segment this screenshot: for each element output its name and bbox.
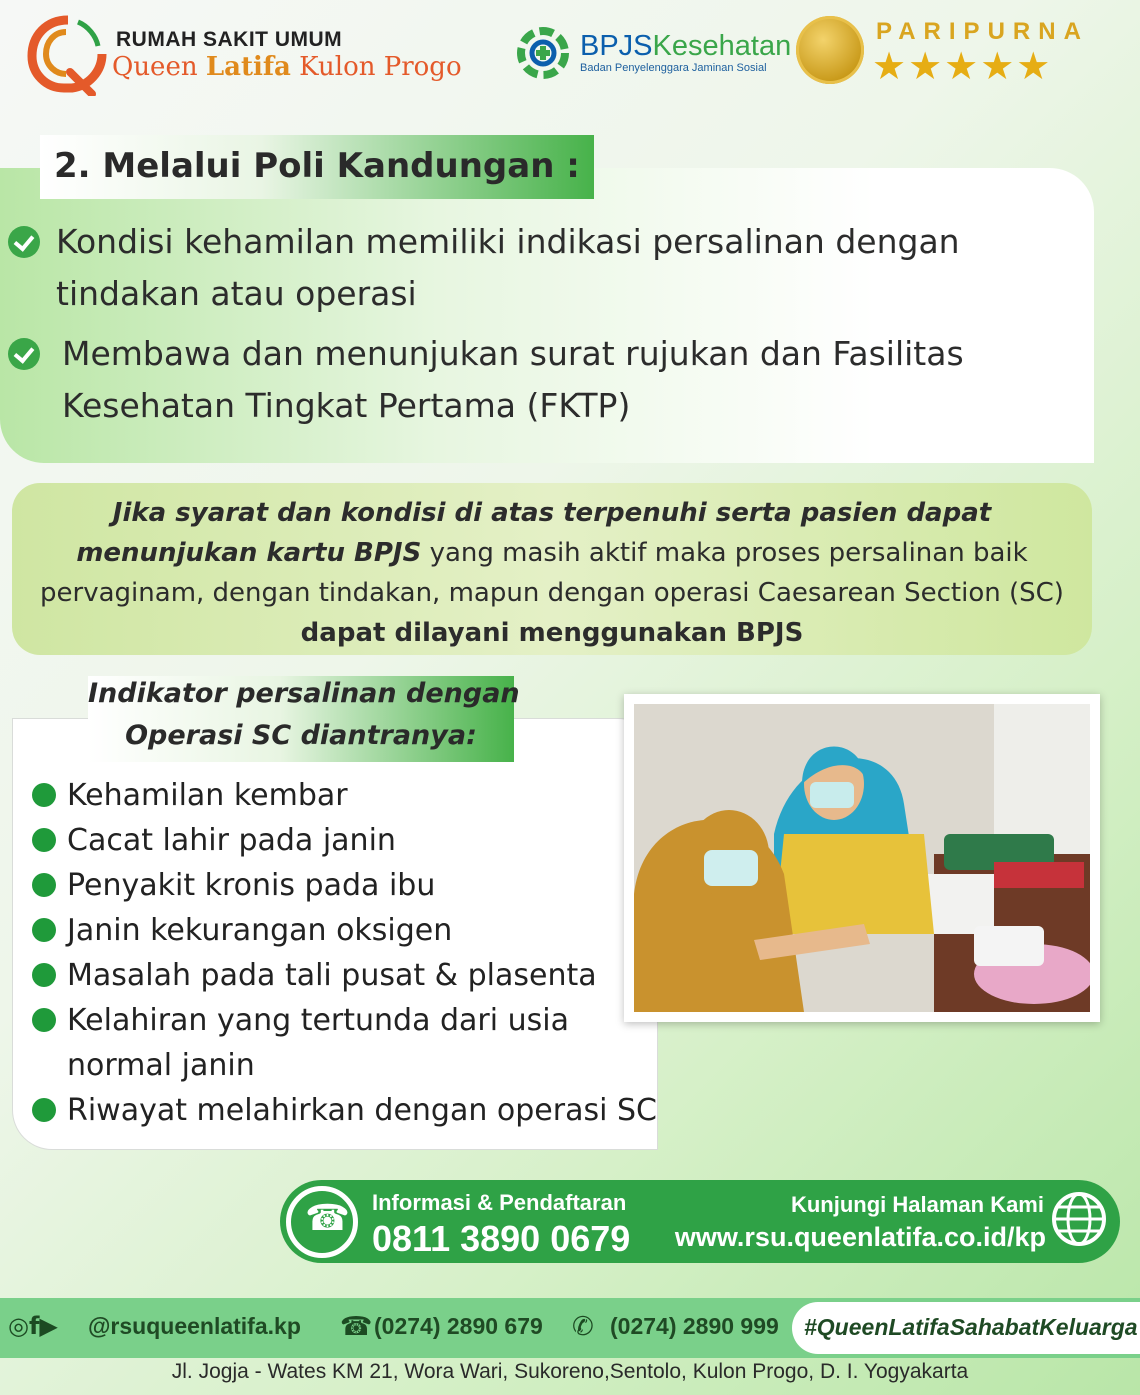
section-title-text: 2. Melalui Poli Kandungan : — [54, 146, 580, 186]
footer-phone-1[interactable]: (0274) 2890 679 — [374, 1313, 543, 1339]
photo-frame — [624, 694, 1100, 1022]
contact-phone[interactable]: 0811 3890 0679 — [372, 1218, 631, 1259]
social-icons — [8, 1312, 58, 1340]
whatsapp-icon[interactable] — [286, 1186, 358, 1258]
nurse-checkup-photo — [634, 704, 1090, 1012]
header — [0, 0, 1140, 110]
indicators-title-line1: Indikator persalinan dengan — [88, 678, 520, 709]
indicator-item: Kehamilan kembar — [67, 778, 348, 813]
globe-icon[interactable] — [1050, 1190, 1108, 1248]
indicator-item: Janin kekurangan oksigen — [67, 913, 453, 948]
queen-latifa-logo — [26, 14, 110, 96]
accreditation-stars: ★★★★★ — [872, 44, 1053, 88]
hospital-name-pre: Queen — [112, 52, 206, 82]
instagram-icon[interactable]: ◎ — [8, 1312, 29, 1340]
address: Jl. Jogja - Wates KM 21, Wora Wari, Sukoreno,Sentolo, Kulon Progo, D. I. Yogyakarta — [171, 1360, 969, 1383]
visit-label: Kunjungi Halaman Kami — [790, 1192, 1044, 1217]
contact-info-label: Informasi & Pendaftaran — [372, 1190, 627, 1215]
hospital-name-post: Kulon Progo — [290, 52, 462, 82]
requirement-line: Kesehatan Tingkat Pertama (FKTP) — [62, 386, 631, 425]
accreditation-label: PARIPURNA — [876, 18, 1089, 45]
bullet-dot — [32, 963, 56, 987]
hospital-name-bold: Latifa — [205, 52, 291, 82]
bullet-dot — [32, 828, 56, 852]
indicators-title — [88, 676, 520, 762]
indicator-item: Kelahiran yang tertunda dari usia — [67, 1003, 570, 1038]
phone-icon: ☎ — [340, 1312, 373, 1342]
indicator-item-continued: normal janin — [67, 1048, 255, 1083]
website-link[interactable]: www.rsu.queenlatifa.co.id/kp — [674, 1222, 1046, 1252]
bullet-dot — [32, 873, 56, 897]
footer-phone-2[interactable]: (0274) 2890 999 — [610, 1313, 779, 1339]
info-part1: Jika syarat dan kondisi di atas terpenuhi serta pasien dapat menunjukan kartu BPJS — [76, 498, 992, 568]
info-part3: dapat dilayani menggunakan BPJS — [300, 618, 804, 648]
check-circle-icon — [8, 338, 40, 370]
bpjs-subtitle: Badan Penyelenggara Jaminan Sosial — [580, 62, 767, 74]
bullet-dot — [32, 783, 56, 807]
requirement-line: tindakan atau operasi — [56, 274, 417, 313]
check-circle-icon — [8, 226, 40, 258]
info-text — [32, 493, 1072, 653]
hospital-type: RUMAH SAKIT UMUM — [116, 28, 343, 51]
phone-icon: ✆ — [572, 1312, 594, 1342]
youtube-icon[interactable]: ▶ — [39, 1312, 58, 1340]
requirement-item — [62, 328, 964, 432]
info-box — [12, 483, 1092, 655]
requirement-line: Membawa dan menunjukan surat rujukan dan Fasilitas — [62, 334, 964, 373]
hashtag-badge — [792, 1302, 1140, 1354]
social-handle[interactable]: @rsuqueenlatifa.kp — [88, 1313, 301, 1339]
bpjs-name-a: BPJS — [580, 30, 653, 62]
requirement-line: Kondisi kehamilan memiliki indikasi persalinan dengan — [56, 222, 960, 261]
bpjs-logo — [512, 24, 574, 82]
indicator-item: Riwayat melahirkan dengan operasi SC — [67, 1093, 657, 1128]
contact-bar — [280, 1180, 1120, 1263]
hospital-name — [112, 52, 462, 82]
hashtag-text: #QueenLatifaSahabatKeluarga — [804, 1314, 1138, 1340]
bpjs-name — [580, 30, 791, 63]
bpjs-name-b: Kesehatan — [652, 30, 792, 62]
bullet-dot — [32, 1098, 56, 1122]
indicators-title-line2: Operasi SC diantranya: — [125, 720, 477, 751]
bullet-dot — [32, 1008, 56, 1032]
facebook-icon[interactable]: f — [28, 1312, 40, 1340]
kars-seal — [796, 16, 864, 84]
indicator-item: Masalah pada tali pusat & plasenta — [67, 958, 597, 993]
footer-bar — [0, 1298, 1140, 1358]
indicator-item: Cacat lahir pada janin — [67, 823, 396, 858]
indicator-item: Penyakit kronis pada ibu — [67, 868, 436, 903]
section-title — [40, 135, 594, 199]
bullet-dot — [32, 918, 56, 942]
requirement-item — [56, 216, 960, 320]
info-part2: yang masih aktif maka proses persalinan baik pervaginam, dengan tindakan, mapun dengan operasi Caesarean Section (SC) — [40, 538, 1064, 608]
